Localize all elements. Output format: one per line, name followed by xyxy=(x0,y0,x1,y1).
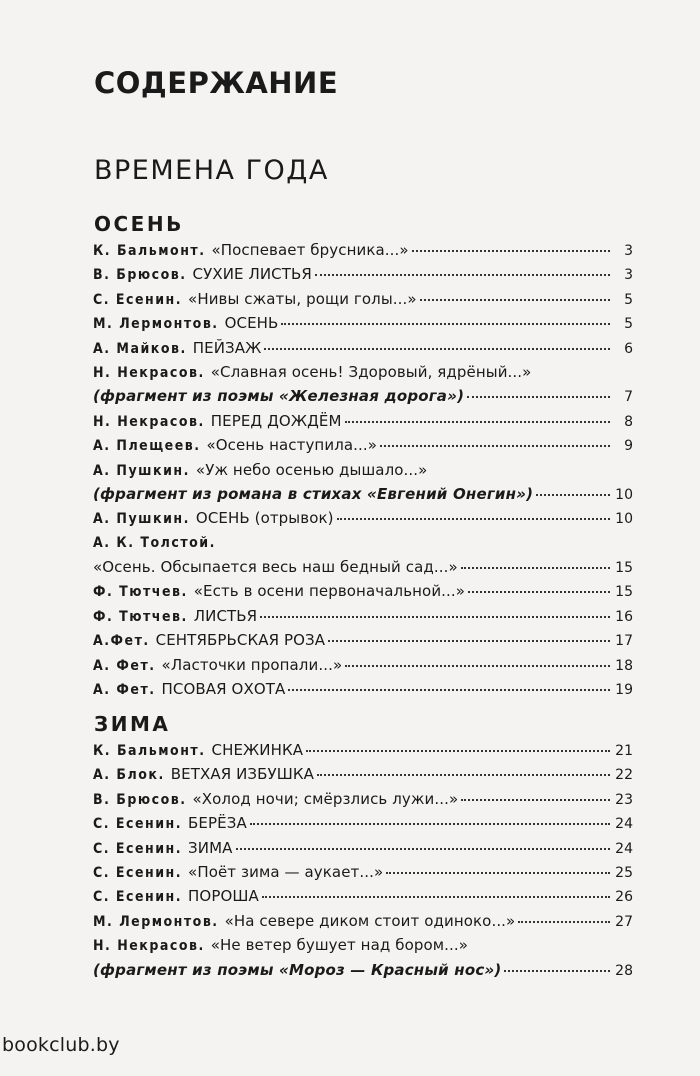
toc-entry xyxy=(93,958,633,982)
toc-entry xyxy=(93,677,633,701)
dot-leader xyxy=(260,616,610,618)
toc-author: С. Есенин. xyxy=(93,840,183,857)
toc-title: «Не ветер бушует над бором...» xyxy=(210,936,469,955)
toc-title: СЕНТЯБРЬСКАЯ РОЗА xyxy=(155,631,326,650)
toc-title: «Осень. Обсыпается весь наш бедный сад...» xyxy=(93,558,458,577)
toc-author: Н. Некрасов. xyxy=(93,364,205,381)
toc-page-number: 24 xyxy=(615,816,633,833)
dot-leader xyxy=(504,970,610,972)
toc-entry xyxy=(93,506,633,530)
dot-leader xyxy=(461,799,610,801)
toc-title: ПЕЙЗАЖ xyxy=(192,338,262,357)
toc-entry xyxy=(93,836,633,860)
toc-author: А. К. Толстой. xyxy=(93,534,216,551)
toc-title: «Уж небо осенью дышало...» xyxy=(195,460,428,479)
toc-entry xyxy=(93,409,633,433)
toc-author: А. Фет. xyxy=(93,682,156,699)
toc-page-number: 28 xyxy=(615,962,633,979)
toc-page-number: 25 xyxy=(615,864,633,881)
toc-entry xyxy=(93,311,633,335)
toc-author: В. Брюсов. xyxy=(93,267,187,284)
toc-page-number: 19 xyxy=(615,682,633,699)
toc-title: ПОРОША xyxy=(188,887,259,906)
toc-title: «Славная осень! Здоровый, ядрёный...» xyxy=(210,362,532,381)
contents-heading: СОДЕРЖАНИЕ xyxy=(94,66,339,100)
toc-title: «Нивы сжаты, рощи голы...» xyxy=(188,289,417,308)
toc-title: БЕРЁЗА xyxy=(188,814,247,833)
toc-entry xyxy=(93,811,633,835)
dot-leader xyxy=(345,665,610,667)
toc-title: ОСЕНЬ (отрывок) xyxy=(195,509,334,528)
toc-entry xyxy=(93,787,633,811)
toc-page-number: 5 xyxy=(624,316,633,333)
toc-entry xyxy=(93,262,633,286)
toc-page-number: 24 xyxy=(615,840,633,857)
toc-list-autumn xyxy=(93,238,633,701)
toc-author: С. Есенин. xyxy=(93,864,183,881)
toc-page-number: 27 xyxy=(615,913,633,930)
dot-leader xyxy=(518,921,610,923)
dot-leader xyxy=(345,421,610,423)
toc-author: К. Бальмонт. xyxy=(93,243,206,259)
toc-author: Н. Некрасов. xyxy=(93,413,205,430)
toc-title: «Поспевает брусника...» xyxy=(211,241,409,259)
toc-entry xyxy=(93,458,633,482)
toc-page-number: 10 xyxy=(615,486,633,503)
toc-entry xyxy=(93,653,633,677)
toc-page-number: 7 xyxy=(624,389,633,406)
toc-title: ЗИМА xyxy=(188,838,233,857)
dot-leader xyxy=(288,689,610,691)
toc-page-number: 26 xyxy=(615,889,633,906)
dot-leader xyxy=(264,348,610,350)
toc-author: А. Пушкин. xyxy=(93,462,190,479)
toc-entry xyxy=(93,360,633,384)
dot-leader xyxy=(461,567,610,569)
dot-leader xyxy=(315,274,610,276)
toc-note: (фрагмент из романа в стихах «Евгений Онегин») xyxy=(93,484,534,503)
toc-author: С. Есенин. xyxy=(93,816,183,833)
toc-entry xyxy=(93,238,633,262)
toc-page-number: 5 xyxy=(624,291,633,308)
toc-page-number: 18 xyxy=(615,657,633,674)
toc-page-number: 3 xyxy=(624,243,633,259)
dot-leader xyxy=(386,872,610,874)
dot-leader xyxy=(337,518,610,520)
toc-page-number: 8 xyxy=(624,413,633,430)
toc-entry xyxy=(93,762,633,786)
toc-entry xyxy=(93,384,633,408)
toc-author: А. Пушкин. xyxy=(93,511,190,528)
section-title-winter: ЗИМА xyxy=(94,712,171,736)
toc-title: «Холод ночи; смёрзлись лужи...» xyxy=(192,789,459,808)
toc-page-number: 15 xyxy=(615,584,633,601)
toc-entry xyxy=(93,738,633,762)
toc-page-number: 16 xyxy=(615,608,633,625)
dot-leader xyxy=(467,396,610,398)
toc-author: А. Блок. xyxy=(93,767,165,784)
toc-entry xyxy=(93,933,633,957)
dot-leader xyxy=(262,896,610,898)
dot-leader xyxy=(250,823,610,825)
dot-leader xyxy=(380,445,610,447)
toc-entry xyxy=(93,555,633,579)
toc-author: Ф. Тютчев. xyxy=(93,584,188,601)
toc-title: «Есть в осени первоначальной...» xyxy=(193,582,466,601)
toc-author: А.Фет. xyxy=(93,633,150,650)
toc-entry xyxy=(93,287,633,311)
toc-title: ВЕТХАЯ ИЗБУШКА xyxy=(170,765,315,784)
toc-entry xyxy=(93,531,633,555)
toc-page-number: 3 xyxy=(624,267,633,284)
toc-title: ПСОВАЯ ОХОТА xyxy=(161,680,286,699)
toc-entry xyxy=(93,860,633,884)
toc-author: А. Фет. xyxy=(93,657,156,674)
toc-page-number: 10 xyxy=(615,511,633,528)
toc-entry xyxy=(93,604,633,628)
toc-list-winter xyxy=(93,738,633,982)
toc-author: А. Майков. xyxy=(93,340,187,357)
toc-entry xyxy=(93,884,633,908)
toc-title: ОСЕНЬ xyxy=(224,314,279,333)
toc-page-number: 17 xyxy=(615,633,633,650)
toc-author: А. Плещеев. xyxy=(93,438,201,455)
toc-entry xyxy=(93,482,633,506)
toc-author: Ф. Тютчев. xyxy=(93,608,188,625)
toc-entry xyxy=(93,579,633,603)
site-watermark: bookclub.by xyxy=(2,1034,120,1056)
toc-entry xyxy=(93,336,633,360)
toc-entry xyxy=(93,628,633,652)
toc-author: К. Бальмонт. xyxy=(93,743,206,759)
toc-author: М. Лермонтов. xyxy=(93,913,219,930)
toc-author: М. Лермонтов. xyxy=(93,316,219,333)
toc-title: СНЕЖИНКА xyxy=(211,741,304,759)
toc-title: ЛИСТЬЯ xyxy=(193,606,258,625)
part-title: ВРЕМЕНА ГОДА xyxy=(94,155,329,186)
toc-page-number: 6 xyxy=(624,340,633,357)
dot-leader xyxy=(317,774,610,776)
toc-page-number: 23 xyxy=(615,791,633,808)
dot-leader xyxy=(236,848,611,850)
section-title-autumn: ОСЕНЬ xyxy=(94,212,184,236)
toc-title: «На севере диком стоит одиноко...» xyxy=(224,911,516,930)
toc-title: «Осень наступила...» xyxy=(206,436,378,455)
toc-title: «Поёт зима — аукает...» xyxy=(188,862,384,881)
dot-leader xyxy=(281,323,610,325)
dot-leader xyxy=(468,591,610,593)
toc-page-number: 15 xyxy=(615,560,633,577)
dot-leader xyxy=(306,750,610,752)
dot-leader xyxy=(536,494,610,496)
dot-leader xyxy=(328,640,610,642)
toc-title: СУХИЕ ЛИСТЬЯ xyxy=(192,265,312,284)
dot-leader xyxy=(420,299,610,301)
toc-title: ПЕРЕД ДОЖДЁМ xyxy=(210,411,342,430)
toc-entry xyxy=(93,909,633,933)
toc-page-number: 9 xyxy=(624,438,633,455)
toc-note: (фрагмент из поэмы «Железная дорога») xyxy=(93,387,465,406)
toc-page-number: 21 xyxy=(615,743,633,759)
toc-author: В. Брюсов. xyxy=(93,791,187,808)
toc-entry xyxy=(93,433,633,457)
toc-page-number: 22 xyxy=(615,767,633,784)
toc-author: С. Есенин. xyxy=(93,291,183,308)
toc-note: (фрагмент из поэмы «Мороз — Красный нос») xyxy=(93,960,502,979)
toc-author: С. Есенин. xyxy=(93,889,183,906)
toc-author: Н. Некрасов. xyxy=(93,938,205,955)
dot-leader xyxy=(412,250,610,252)
toc-title: «Ласточки пропали...» xyxy=(161,655,343,674)
